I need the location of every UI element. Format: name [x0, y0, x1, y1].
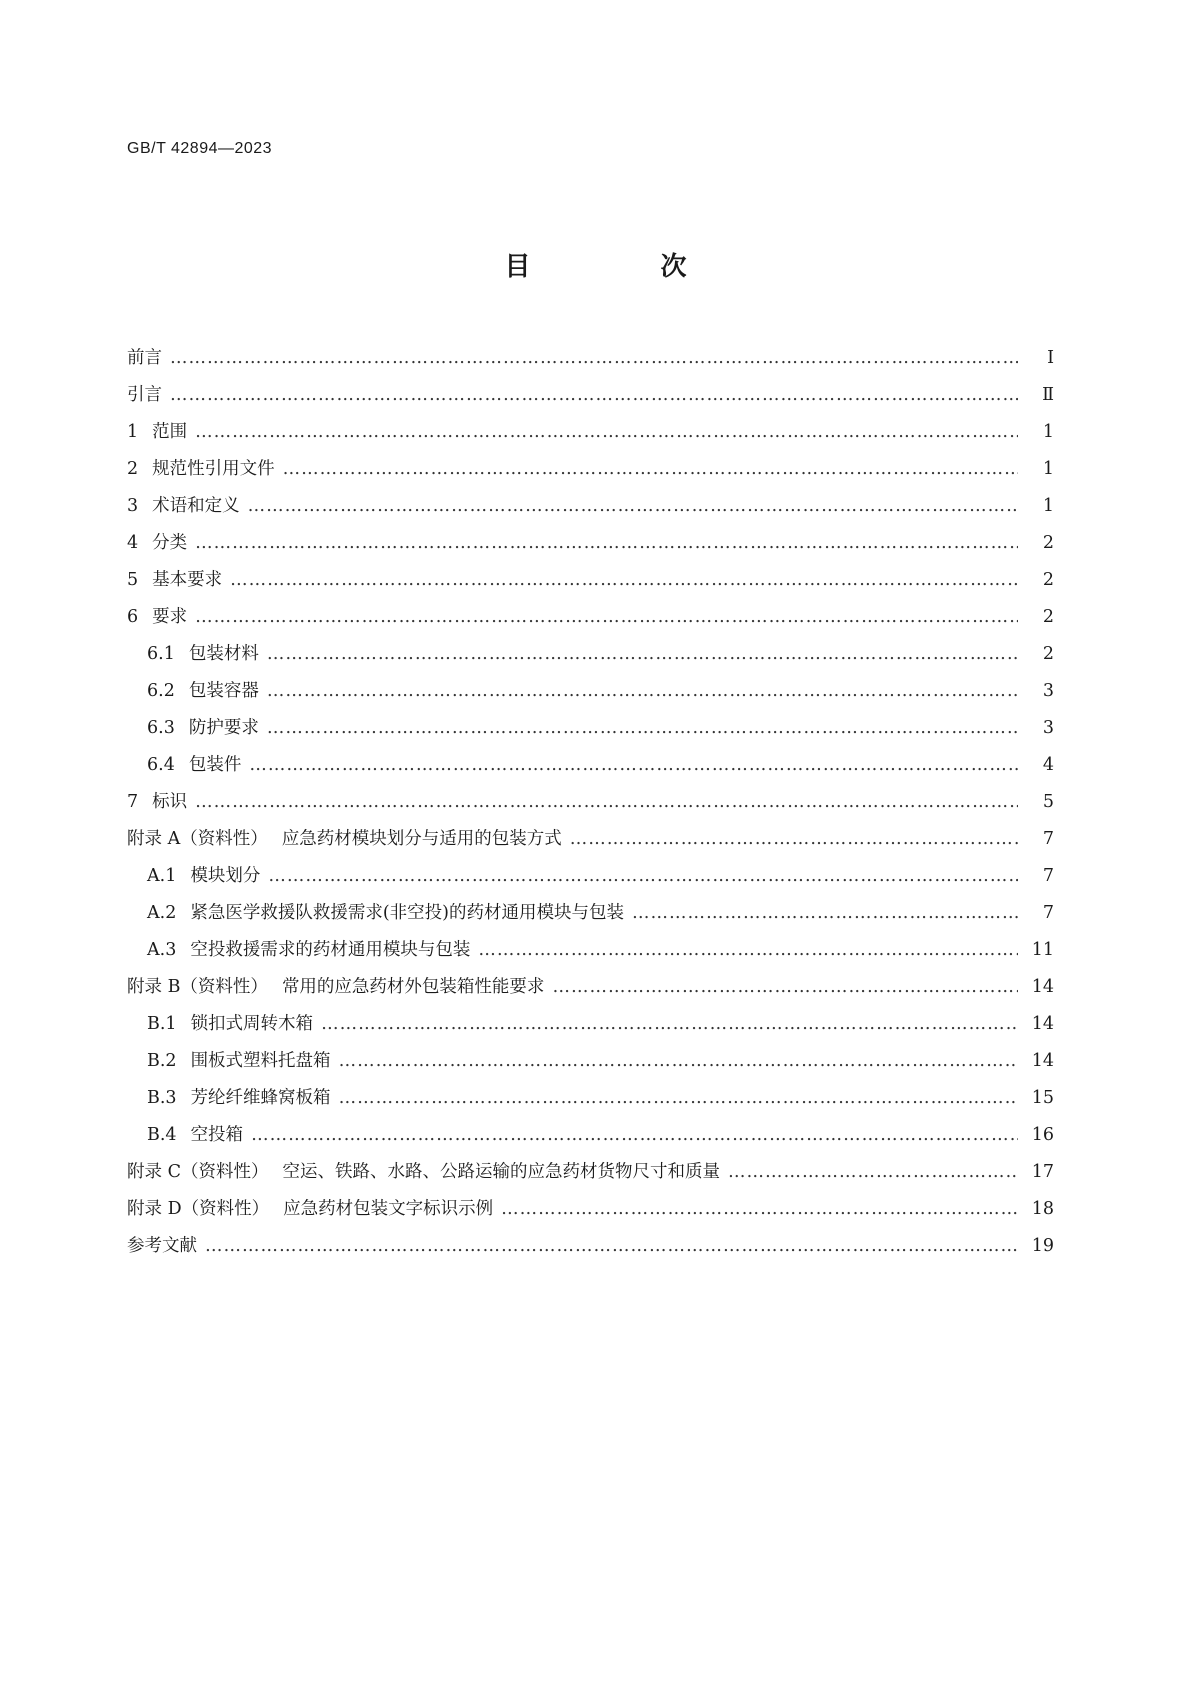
toc-entry-page: 2	[1042, 570, 1054, 590]
toc-leader-dots	[205, 1228, 1018, 1265]
toc-leader-dots	[570, 821, 1018, 858]
toc-entry-label: 模块划分	[190, 866, 261, 886]
toc-entry-label: 范围	[152, 422, 188, 442]
toc-entry-page: 15	[1031, 1088, 1054, 1108]
toc-entry-label: 规范性引用文件	[152, 459, 275, 479]
toc-entry-number: 4	[127, 533, 139, 553]
toc-entry-number: 2	[127, 459, 139, 479]
toc-entry-number: 6	[127, 607, 139, 627]
toc-entry[interactable]	[127, 377, 1054, 414]
toc-entry[interactable]	[127, 414, 1054, 451]
toc-entry-page: 19	[1031, 1236, 1054, 1256]
toc-leader-dots	[552, 969, 1018, 1006]
toc-entry[interactable]	[127, 562, 1054, 599]
toc-entry-page: 14	[1031, 977, 1054, 997]
toc-leader-dots	[195, 525, 1018, 562]
toc-leader-dots	[170, 377, 1018, 414]
toc-entry-page: 7	[1042, 903, 1054, 923]
toc-leader-dots	[268, 858, 1018, 895]
toc-entry-number: 1	[127, 422, 139, 442]
toc-leader-dots	[251, 1117, 1018, 1154]
toc-entry-label: 应急药材包装文字标识示例	[283, 1199, 494, 1219]
toc-entry[interactable]	[127, 599, 1054, 636]
toc-entry-label: 芳纶纤维蜂窝板箱	[190, 1088, 331, 1108]
toc-entry-label: 防护要求	[188, 718, 259, 738]
toc-leader-dots	[195, 599, 1018, 636]
toc-entry-page: 18	[1031, 1199, 1054, 1219]
toc-leader-dots	[339, 1080, 1018, 1117]
toc-entry-label: 标识	[152, 792, 188, 812]
toc-entry-page: 17	[1031, 1162, 1054, 1182]
toc-entry-label: 分类	[152, 533, 188, 553]
toc-entry-label: 包装材料	[188, 644, 259, 664]
toc-entry-page: 1	[1042, 496, 1054, 516]
toc-entry-page: 14	[1031, 1014, 1054, 1034]
toc-leader-dots	[283, 451, 1018, 488]
toc-entry[interactable]	[127, 1191, 1054, 1228]
toc-entry-number: 7	[127, 792, 139, 812]
toc-entry-label: 锁扣式周转木箱	[190, 1014, 314, 1034]
toc-entry-page: 14	[1031, 1051, 1054, 1071]
toc-leader-dots	[248, 488, 1018, 525]
toc-entry-label: 参考文献	[127, 1236, 197, 1256]
toc-entry-label: 常用的应急药材外包装箱性能要求	[281, 977, 545, 997]
toc-entry-page: 3	[1042, 718, 1054, 738]
toc-entry[interactable]	[127, 636, 1054, 673]
toc-entry-number: 3	[127, 496, 139, 516]
toc-leader-dots	[249, 747, 1018, 784]
toc-leader-dots	[170, 340, 1018, 377]
toc-entry[interactable]	[127, 821, 1054, 858]
toc-leader-dots	[728, 1154, 1018, 1191]
toc-entry[interactable]	[127, 895, 1054, 932]
toc-entry[interactable]	[127, 1080, 1054, 1117]
toc-leader-dots	[501, 1191, 1018, 1228]
toc-entry-number: A.3	[147, 940, 177, 960]
toc-entry[interactable]	[127, 747, 1054, 784]
standard-code: GB/T 42894—2023	[127, 140, 273, 157]
toc-entry[interactable]	[127, 1228, 1054, 1265]
toc-entry-label: 空投救援需求的药材通用模块与包装	[190, 940, 471, 960]
toc-entry-label: 术语和定义	[152, 496, 240, 516]
toc-entry-page: 7	[1042, 829, 1054, 849]
toc-entry[interactable]	[127, 1154, 1054, 1191]
toc-entry-number: 6.3	[147, 718, 175, 738]
toc-entry-label: 应急药材模块划分与适用的包装方式	[281, 829, 562, 849]
toc-entry[interactable]	[127, 710, 1054, 747]
toc-leader-dots	[632, 895, 1018, 932]
toc-leader-dots	[230, 562, 1018, 599]
toc-entry[interactable]	[127, 1006, 1054, 1043]
toc-entry[interactable]	[127, 784, 1054, 821]
toc-entry-label: 紧急医学救援队救援需求(非空投)的药材通用模块与包装	[190, 903, 624, 923]
toc-entry-page: 3	[1042, 681, 1054, 701]
page-title: 目 次	[504, 252, 739, 282]
toc-entry-label: 空运、铁路、水路、公路运输的应急药材货物尺寸和质量	[282, 1162, 720, 1182]
toc-entry-number: 附录 D（资料性）	[127, 1199, 270, 1219]
toc-entry-page: 2	[1042, 607, 1054, 627]
toc-entry-label: 基本要求	[152, 570, 223, 590]
toc-entry[interactable]	[127, 858, 1054, 895]
toc-entry-page: Ⅱ	[1042, 385, 1054, 405]
toc-entry-page: 2	[1042, 644, 1054, 664]
toc-entry[interactable]	[127, 673, 1054, 710]
toc-entry[interactable]	[127, 451, 1054, 488]
toc-entry-number: B.3	[147, 1088, 177, 1108]
toc-entry-number: 6.4	[147, 755, 175, 775]
toc-entry-label: 围板式塑料托盘箱	[190, 1051, 331, 1071]
toc-leader-dots	[267, 710, 1018, 747]
toc-entry-page: 1	[1042, 422, 1054, 442]
toc-leader-dots	[478, 932, 1018, 969]
toc-entry-page: 16	[1031, 1125, 1054, 1145]
toc-entry-label: 引言	[127, 385, 162, 405]
toc-entry-page: 7	[1042, 866, 1054, 886]
toc-entry-number: B.1	[147, 1014, 177, 1034]
toc-leader-dots	[195, 784, 1018, 821]
toc-entry[interactable]	[127, 525, 1054, 562]
toc-entry-label: 空投箱	[190, 1125, 244, 1145]
toc-leader-dots	[339, 1043, 1018, 1080]
toc-entry-label: 前言	[127, 348, 162, 368]
toc-entry-page: 1	[1042, 459, 1054, 479]
toc-entry-number: 附录 B（资料性）	[127, 977, 268, 997]
toc-entry-number: 6.2	[147, 681, 175, 701]
toc-entry[interactable]	[127, 488, 1054, 525]
toc-entry-number: 5	[127, 570, 139, 590]
toc-leader-dots	[267, 673, 1018, 710]
toc-entry[interactable]	[127, 340, 1054, 377]
toc-entry-number: 附录 A（资料性）	[127, 829, 268, 849]
toc-entry-number: 6.1	[147, 644, 175, 664]
toc-entry-number: A.2	[147, 903, 177, 923]
toc-leader-dots	[195, 414, 1018, 451]
toc-entry[interactable]	[127, 1043, 1054, 1080]
toc-entry-page: Ⅰ	[1047, 348, 1054, 368]
toc-entry-page: 4	[1042, 755, 1054, 775]
toc-entry[interactable]	[127, 1117, 1054, 1154]
toc-entry[interactable]	[127, 969, 1054, 1006]
toc-entry-number: B.2	[147, 1051, 177, 1071]
toc-entry-label: 包装件	[188, 755, 242, 775]
toc-entry-label: 包装容器	[188, 681, 259, 701]
toc-entry-number: B.4	[147, 1125, 177, 1145]
table-of-contents	[127, 340, 1054, 1265]
toc-entry-label: 要求	[152, 607, 188, 627]
toc-entry[interactable]	[127, 932, 1054, 969]
toc-entry-number: A.1	[147, 866, 177, 886]
toc-entry-number: 附录 C（资料性）	[127, 1162, 269, 1182]
toc-entry-page: 5	[1042, 792, 1054, 812]
toc-entry-page: 2	[1042, 533, 1054, 553]
toc-leader-dots	[267, 636, 1018, 673]
toc-leader-dots	[321, 1006, 1018, 1043]
toc-entry-page: 11	[1031, 940, 1054, 960]
